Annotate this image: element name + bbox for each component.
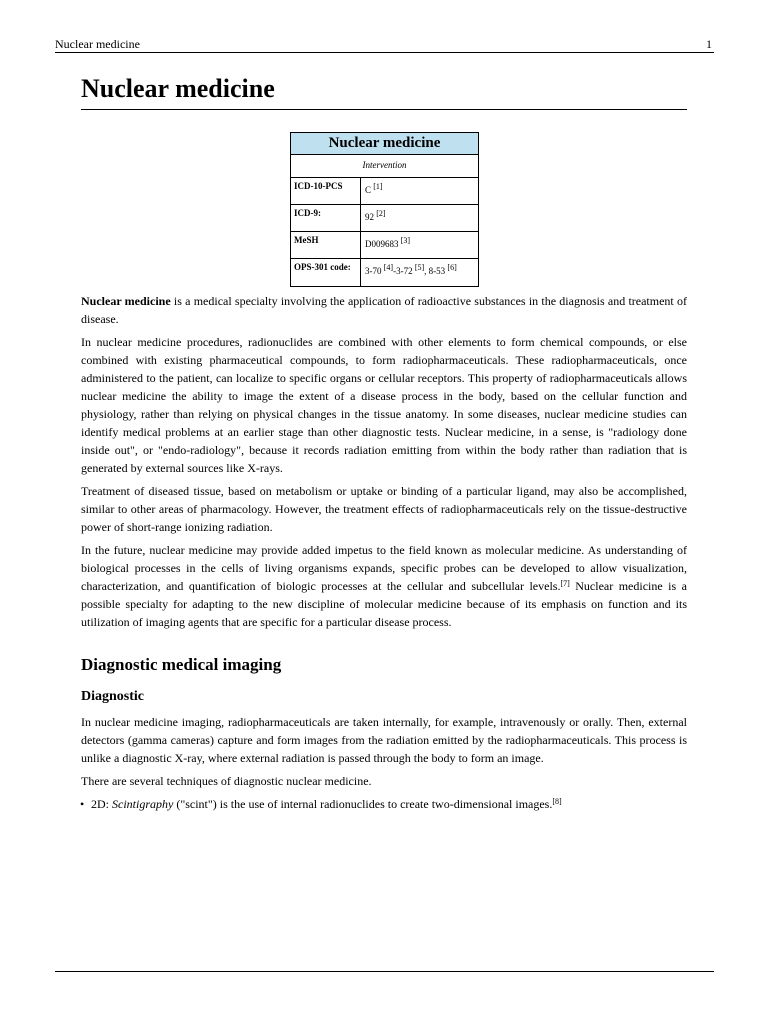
reference-link[interactable]: [8] bbox=[552, 797, 562, 806]
infobox-value-text: 3-70 bbox=[365, 266, 382, 276]
infobox-label: OPS-301 code: bbox=[291, 259, 361, 286]
reference-link[interactable]: [7] bbox=[560, 579, 570, 588]
infobox bbox=[290, 132, 479, 287]
infobox-row bbox=[291, 205, 478, 232]
infobox-row bbox=[291, 232, 478, 259]
paragraph: There are several techniques of diagnostic nuclear medicine. bbox=[81, 774, 372, 788]
paragraph-text: Nuclear medicine is a possible specialty for adapting to the new discipline of molecular medicine because of its emphasis on function and its utilization of imaging agents that are specific for a particular disease process. bbox=[81, 579, 687, 629]
infobox-subtitle: Intervention bbox=[291, 155, 478, 178]
infobox-value bbox=[361, 232, 478, 258]
list-item-prefix: 2D: bbox=[91, 797, 112, 811]
infobox-label: MeSH bbox=[291, 232, 361, 258]
infobox-value-text: -3-72 bbox=[393, 266, 413, 276]
page-number: 1 bbox=[706, 37, 712, 51]
infobox-value-text: D009683 bbox=[365, 239, 399, 249]
infobox-title: Nuclear medicine bbox=[291, 133, 478, 155]
infobox-value-text: 92 bbox=[365, 212, 374, 222]
title-rule bbox=[81, 109, 687, 110]
paragraph: In nuclear medicine imaging, radiopharmaceuticals are taken internally, for example, intravenously or orally. Then, external detectors (gamma cameras) capture and form images from the radiation emitted by the radiopharmaceuticals. This process is unlike a diagnostic X-ray, where external radiation is passed through the body to form an image. bbox=[81, 715, 687, 765]
infobox-label: ICD-9: bbox=[291, 205, 361, 231]
subsection-heading: Diagnostic bbox=[81, 689, 144, 704]
reference-link[interactable]: [4] bbox=[383, 263, 394, 272]
reference-link[interactable]: [2] bbox=[376, 209, 386, 218]
paragraph: Treatment of diseased tissue, based on metabolism or uptake or binding of a particular ligand, may also be accomplished, similar to other areas of pharmacology. However, the treatment effects of radiopharmaceuticals rely on the tissue-destructive power of short-range ionizing radiation. bbox=[81, 484, 687, 534]
infobox-value bbox=[361, 205, 478, 231]
reference-link[interactable]: [3] bbox=[400, 236, 411, 245]
section-heading: Diagnostic medical imaging bbox=[81, 655, 282, 674]
bold-term: Nuclear medicine bbox=[81, 294, 171, 308]
reference-link[interactable]: [1] bbox=[373, 182, 383, 191]
paragraph-text: is a medical specialty involving the application of radioactive substances in the diagnosis and treatment of disease. bbox=[81, 294, 687, 326]
paragraph bbox=[81, 292, 687, 328]
running-header bbox=[0, 0, 768, 52]
paragraph: In nuclear medicine procedures, radionuclides are combined with other elements to form chemical compounds, or else combined with existing pharmaceutical compounds, to form radiopharmaceuticals. These radiopharmaceuticals, once administered to the patient, can localize to specific organs or cellular receptors. This property of radiopharmaceuticals allows nuclear medicine the ability to image the extent of a disease process in the body, based on the cellular function and physiology, rather than relying on physical changes in the tissue anatomy. In some diseases, nuclear medicine studies can identify medical problems at an earlier stage than other diagnostic tests. Nuclear medicine, in a sense, is "radiology done inside out", or "endo-radiology", because it records radiation emitting from within the body rather than radiation that is generated by external sources like X-rays. bbox=[81, 335, 687, 475]
footer-rule bbox=[55, 971, 714, 972]
bullet-list bbox=[81, 795, 687, 813]
infobox-value bbox=[361, 259, 478, 286]
infobox-value-text: , 8-53 bbox=[424, 266, 446, 276]
infobox-row bbox=[291, 259, 478, 286]
page-title: Nuclear medicine bbox=[81, 74, 275, 103]
article-body bbox=[81, 292, 687, 813]
infobox-label: ICD-10-PCS bbox=[291, 178, 361, 204]
infobox-value-text: C bbox=[365, 185, 372, 195]
paragraph-text: In the future, nuclear medicine may provide added impetus to the field known as molecular medicine. As understanding of biological processes in the cells of living organisms expands, specific probes can be developed to allow visualization, characterization, and quantification of biologic processes at the cellular and subcellular levels. bbox=[81, 543, 687, 593]
infobox-value bbox=[361, 178, 478, 204]
reference-link[interactable]: [5] bbox=[414, 263, 425, 272]
reference-link[interactable]: [6] bbox=[447, 263, 457, 272]
list-item-text: ("scint") is the use of internal radionuclides to create two-dimensional images. bbox=[173, 797, 553, 811]
running-header-title: Nuclear medicine bbox=[55, 37, 140, 51]
header-rule bbox=[55, 52, 714, 53]
list-item bbox=[81, 795, 687, 813]
italic-term: Scintigraphy bbox=[112, 797, 174, 811]
paragraph bbox=[81, 541, 687, 631]
infobox-row bbox=[291, 178, 478, 205]
